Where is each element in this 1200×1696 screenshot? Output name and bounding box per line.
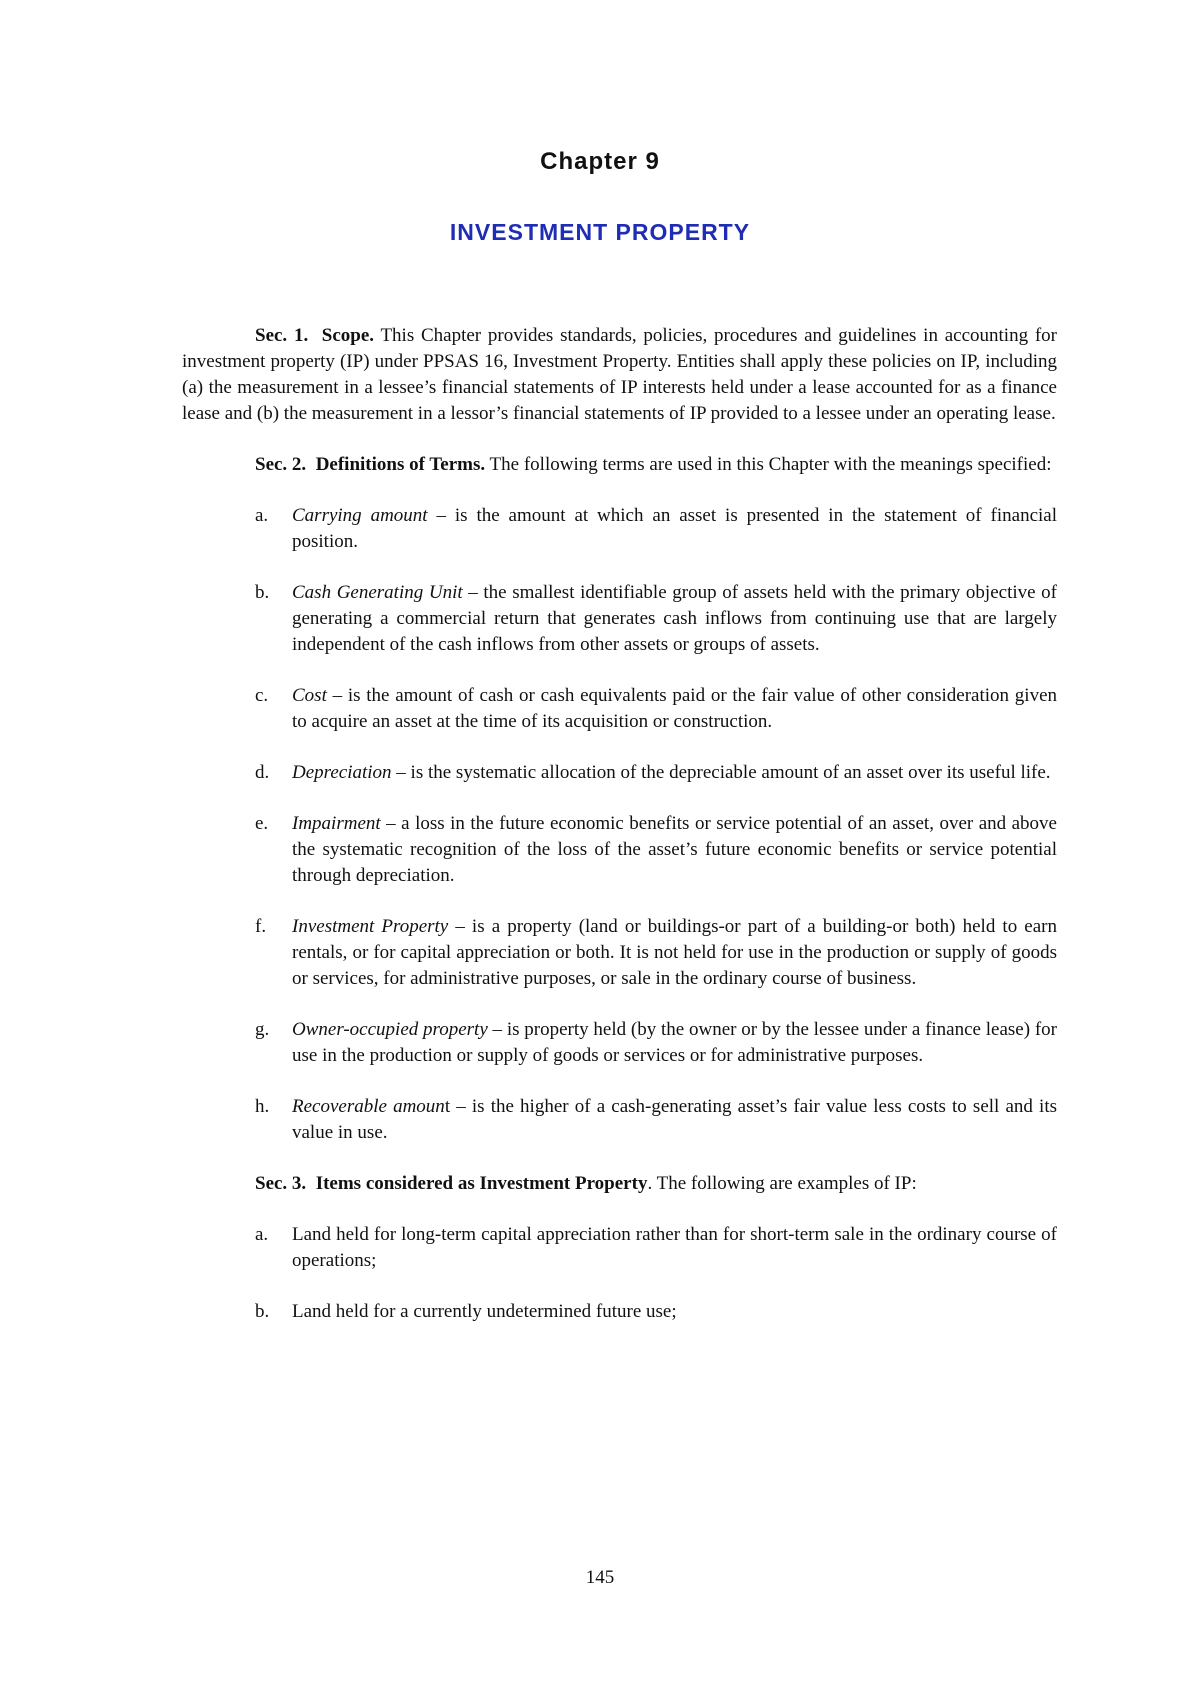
section-3-items [182,1171,1057,1197]
example-text: Land held for a currently undetermined future use; [292,1301,677,1322]
definition-text: – is a property (land or buildings-or part of a building-or both) held to earn rentals, or for capital appreciation or both. It is not held for use in the production or supply of goods or services, for administrative purposes, or sale in the ordinary course of business. [292,916,1057,989]
definition-text: – is the amount of cash or cash equivalents paid or the fair value of other consideration given to acquire an asset at the time of its acquisition or construction. [292,685,1057,732]
section-2-definitions [182,452,1057,478]
document-body [182,323,1057,1325]
examples-list [182,1222,1057,1325]
definition-item [182,760,1057,786]
list-marker: a. [255,1224,269,1245]
definition-text: – a loss in the future economic benefits or service potential of an asset, over and above the systematic recognition of the loss of the asset’s future economic benefits or service potential through depreciation. [292,813,1057,886]
section-1-title: Scope. [321,325,374,346]
list-marker: d. [255,762,270,783]
section-3-text: . The following are examples of IP: [647,1173,917,1194]
definition-item [182,683,1057,735]
definition-text: – the smallest identifiable group of assets held with the primary objective of generating a commercial return that generates cash inflows from continuing use that are largely independent of the cash inflows from other assets or groups of assets. [292,582,1058,655]
definition-text: t – is the higher of a cash-generating asset’s fair value less costs to sell and its value in use. [292,1096,1057,1143]
section-3-label: Sec. 3. [255,1173,307,1194]
section-2-text: The following terms are used in this Chapter with the meanings specified: [489,454,1052,475]
definition-item [182,914,1057,992]
section-1-text: This Chapter provides standards, policies, procedures and guidelines in accounting for investment property (IP) under PPSAS 16, Investment Property. Entities shall apply these policies on IP, including (a) the measurement in a lessee’s financial statements of IP interests held under a lease accounted for as a finance lease and (b) the measurement in a lessor’s financial statements of IP provided to a lessee under an operating lease. [182,325,1057,424]
example-item [182,1222,1057,1274]
definition-term: Carrying amount [292,505,428,526]
chapter-title: INVESTMENT PROPERTY [449,219,751,245]
definition-item [182,1094,1057,1146]
definition-term: Cash Generating Unit [292,582,463,603]
list-marker: h. [255,1096,270,1117]
definitions-list [182,503,1057,1146]
list-marker: b. [255,1301,270,1322]
definition-term: Investment Property [292,916,449,937]
list-marker: c. [255,685,269,706]
list-marker: f. [255,916,267,937]
page-number: 145 [585,1567,615,1588]
list-marker: g. [255,1019,270,1040]
definition-term: Depreciation [292,762,392,783]
example-item [182,1299,1057,1325]
definition-term: Recoverable amoun [292,1096,445,1117]
list-marker: a. [255,505,269,526]
definition-term: Owner-occupied property [292,1019,488,1040]
definition-item [182,1017,1057,1069]
list-marker: e. [255,813,269,834]
section-1-scope [182,323,1057,427]
list-marker: b. [255,582,270,603]
chapter-label: Chapter 9 [540,148,660,175]
definition-item [182,503,1057,555]
definition-term: Impairment [292,813,381,834]
definition-text: – is the amount at which an asset is presented in the statement of financial position. [292,505,1057,552]
section-1-label: Sec. 1. [255,325,309,346]
section-3-title: Items considered as Investment Property [315,1173,648,1194]
definition-term: Cost [292,685,327,706]
definition-item [182,811,1057,889]
example-text: Land held for long-term capital appreciation rather than for short-term sale in the ordinary course of operations; [292,1224,1057,1271]
section-2-title: Definitions of Terms. [315,454,486,475]
definition-text: – is the systematic allocation of the depreciable amount of an asset over its useful life. [391,762,1051,783]
section-2-label: Sec. 2. [255,454,307,475]
definition-item [182,580,1057,658]
definition-text: – is property held (by the owner or by the lessee under a finance lease) for use in the production or supply of goods or services or for administrative purposes. [292,1019,1057,1066]
